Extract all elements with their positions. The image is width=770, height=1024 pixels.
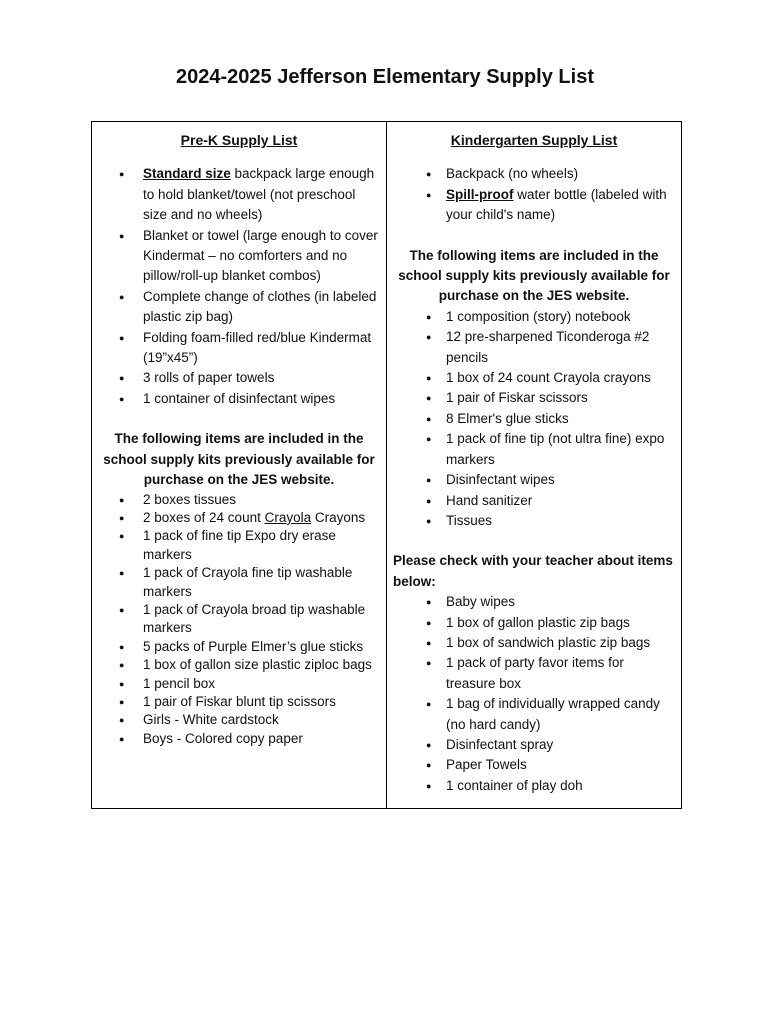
list-item: ● Disinfectant spray	[393, 735, 675, 755]
kinder-kit-list	[393, 307, 675, 531]
page-title: 2024-2025 Jefferson Elementary Supply List	[176, 66, 594, 88]
item-text: Crayons	[311, 509, 366, 525]
list-item: ● 1 container of disinfectant wipes	[98, 389, 380, 409]
prek-kit-note: The following items are included in the school supply kits previously available for purchase on the JES website.	[103, 431, 375, 488]
kinder-heading: Kindergarten Supply List	[450, 132, 618, 148]
prek-column	[92, 122, 387, 809]
list-item: ● Hand sanitizer	[393, 491, 675, 511]
list-item: ● 12 pre-sharpened Ticonderoga #2 pencils	[393, 327, 675, 368]
supply-table	[91, 121, 682, 809]
list-item	[98, 509, 380, 527]
list-item: ● 1 composition (story) notebook	[393, 307, 675, 327]
list-item: ● 1 pack of fine tip Expo dry erase markers	[98, 527, 380, 564]
list-item: ● Girls - White cardstock	[98, 711, 380, 729]
list-item: ● 1 box of gallon size plastic ziploc bags	[98, 656, 380, 674]
list-item: ● 1 pack of party favor items for treasure box	[393, 653, 675, 694]
item-text: backpack large enough to hold blanket/towel (not preschool size and no wheels)	[143, 166, 375, 223]
list-item: ● 8 Elmer's glue sticks	[393, 409, 675, 429]
list-item: ● 1 box of 24 count Crayola crayons	[393, 368, 675, 388]
list-item: ● Folding foam-filled red/blue Kindermat (19”x45”)	[98, 328, 380, 369]
list-item	[393, 185, 675, 226]
list-item: ● Disinfectant wipes	[393, 470, 675, 490]
list-item: ● Backpack (no wheels)	[393, 164, 675, 184]
item-text: water bottle (labeled with your child's name)	[446, 186, 667, 223]
list-item: ● Paper Towels	[393, 755, 675, 775]
list-item: ● 1 box of gallon plastic zip bags	[393, 613, 675, 633]
list-item: ● 5 packs of Purple Elmer’s glue sticks	[98, 638, 380, 656]
list-item: ● Tissues	[393, 511, 675, 531]
item-underlined: Crayola	[264, 509, 312, 525]
list-item: ● 1 pack of Crayola fine tip washable markers	[98, 564, 380, 601]
kinder-check-list	[393, 592, 675, 796]
kinder-kit-note: The following items are included in the school supply kits previously available for purchase on the JES website.	[398, 247, 670, 304]
list-item: ● Baby wipes	[393, 592, 675, 612]
item-text: 2 boxes of 24 count	[143, 509, 265, 525]
kinder-list	[393, 164, 675, 225]
list-item	[98, 164, 380, 225]
list-item: ● Boys - Colored copy paper	[98, 730, 380, 748]
prek-list	[98, 164, 380, 409]
list-item: ● Complete change of clothes (in labeled plastic zip bag)	[98, 287, 380, 328]
list-item: ● 3 rolls of paper towels	[98, 368, 380, 388]
list-item: ● Blanket or towel (large enough to cover Kindermat – no comforters and no pillow/roll-up blanket combos)	[98, 226, 380, 287]
item-emphasis: Spill-proof	[446, 186, 514, 202]
list-item: ● 1 pencil box	[98, 675, 380, 693]
list-item: ● 1 container of play doh	[393, 776, 675, 796]
item-emphasis: Standard size	[143, 166, 231, 182]
prek-kit-list	[98, 491, 380, 749]
list-item: ● 2 boxes tissues	[98, 491, 380, 509]
prek-heading: Pre-K Supply List	[180, 132, 298, 148]
kinder-check-note: Please check with your teacher about items below:	[393, 553, 673, 589]
kinder-column	[387, 122, 682, 809]
list-item: ● 1 bag of individually wrapped candy (no hard candy)	[393, 694, 675, 735]
list-item: ● 1 pair of Fiskar blunt tip scissors	[98, 693, 380, 711]
list-item: ● 1 pack of Crayola broad tip washable markers	[98, 601, 380, 638]
list-item: ● 1 pack of fine tip (not ultra fine) expo markers	[393, 429, 675, 470]
list-item: ● 1 box of sandwich plastic zip bags	[393, 633, 675, 653]
list-item: ● 1 pair of Fiskar scissors	[393, 388, 675, 408]
